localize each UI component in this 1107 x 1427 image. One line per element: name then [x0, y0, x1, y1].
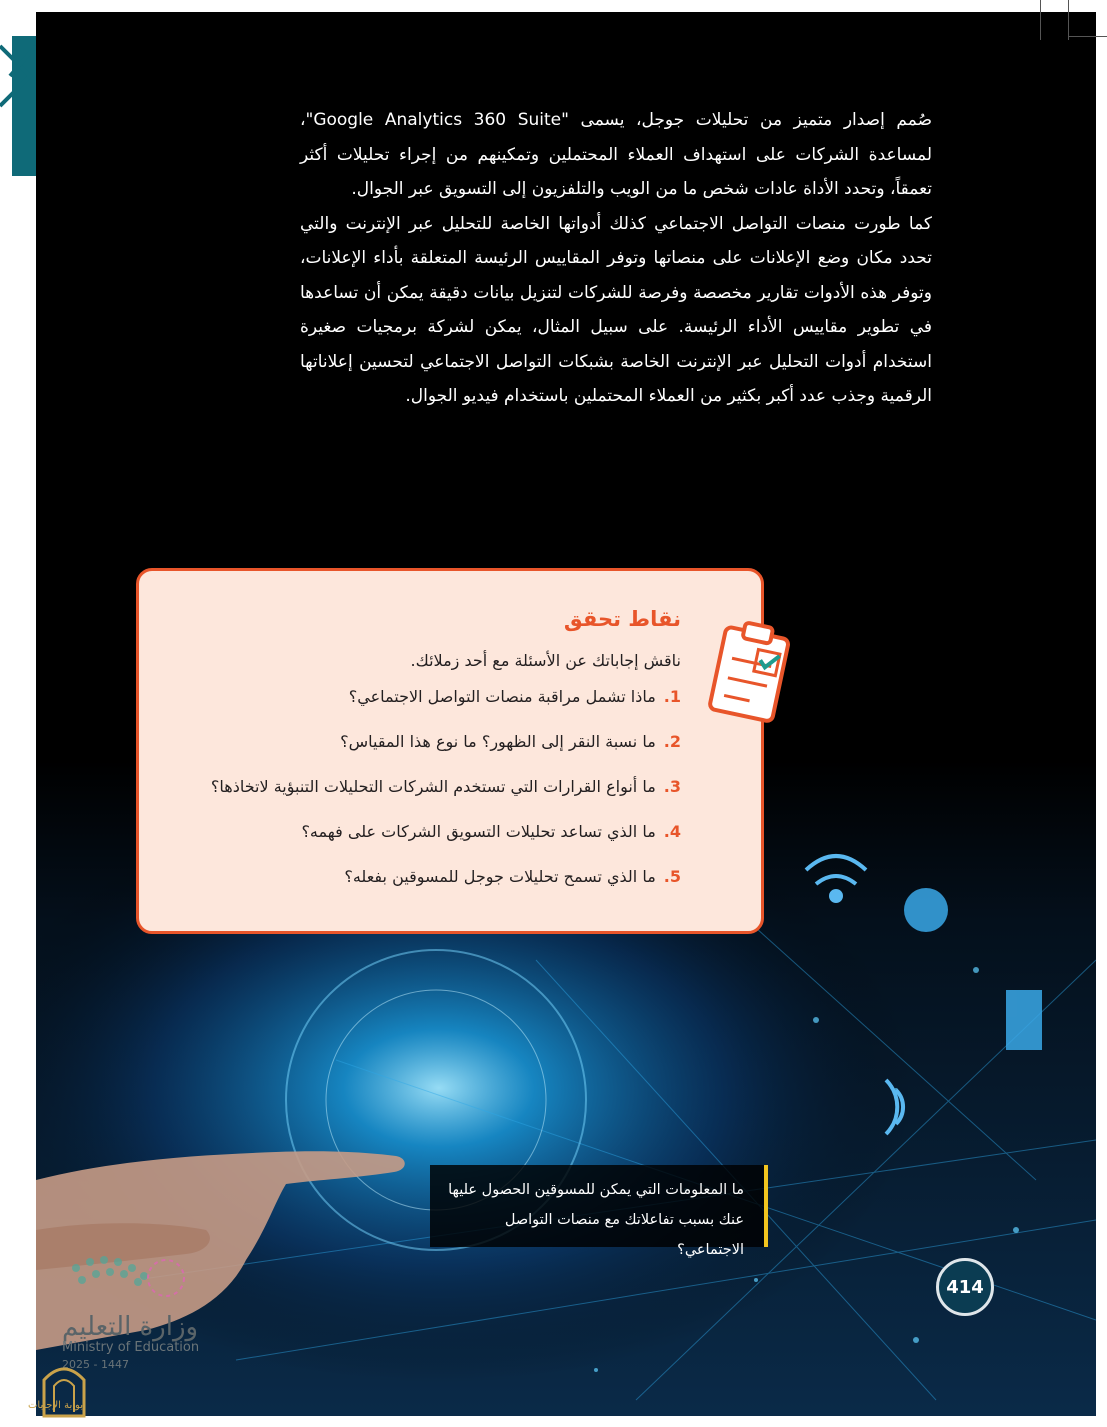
crop-mark [1068, 0, 1069, 40]
question-number: 1. [663, 687, 681, 706]
crop-mark [1068, 36, 1107, 37]
list-item [211, 863, 681, 891]
question-number: 5. [663, 867, 681, 886]
ministry-name-arabic: وزارة التعليم [62, 1312, 199, 1342]
crop-mark [1040, 0, 1041, 40]
question-number: 2. [663, 732, 681, 751]
question-number: 3. [663, 777, 681, 796]
stamp-text: بوابة الإجابات [28, 1400, 84, 1411]
list-item [211, 818, 681, 846]
question-number: 4. [663, 822, 681, 841]
checkpoints-box [136, 568, 764, 934]
think-question-text: ما المعلومات التي يمكن للمسوقين الحصول عليها عنك بسبب تفاعلاتك مع منصات التواصل الاجتماعي؟ [448, 1182, 744, 1258]
checkpoints-intro: ناقش إجاباتك عن الأسئلة مع أحد زملائك. [410, 651, 681, 670]
clipboard-check-icon [699, 619, 807, 731]
paragraph: صُمم إصدار متميز من تحليلات جوجل، يسمى "Google Analytics 360 Suite"، لمساعدة الشركات على استهداف العملاء المحتملين وتمكينهم من إجراء تحليلات أكثر تعمقاً، وتحدد الأداة عادات شخص ما من الويب والتلفزيون إلى التسويق عبر الجوال. [300, 110, 933, 199]
main-body-text [300, 103, 932, 414]
think-question-box [430, 1165, 768, 1258]
question-text: ماذا تشمل مراقبة منصات التواصل الاجتماعي؟ [348, 687, 656, 706]
corner-pattern-icon [0, 36, 36, 176]
list-item [211, 728, 681, 756]
paragraph: كما طورت منصات التواصل الاجتماعي كذلك أدواتها الخاصة للتحليل عبر الإنترنت والتي تحدد مكان وضع الإعلانات على منصاتها وتوفر المقاييس الرئيسة المتعلقة بأداء الإعلانات، وتوفر هذه الأدوات تقارير مخصصة وفرصة للشركات لتنزيل بيانات دقيقة يمكن أن تساعدها في تطوير مقاييس الأداء الرئيسة. على سبيل المثال، يمكن لشركة برمجيات صغيرة استخدام أدوات التحليل عبر الإنترنت الخاصة بشبكات التواصل الاجتماعي لتحسين إعلاناتها الرقمية وجذب عدد أكبر بكثير من العملاء المحتملين باستخدام فيديو الجوال. [300, 213, 932, 406]
question-text: ما الذي تساعد تحليلات التسويق الشركات على فهمه؟ [301, 822, 656, 841]
page-number-badge [936, 1258, 994, 1316]
list-item [77, 773, 681, 801]
page-number: 414 [946, 1276, 984, 1298]
ministry-name-english: Ministry of Education [62, 1340, 200, 1355]
stamp-logo-icon [34, 1356, 94, 1422]
question-text: ما نسبة النقر إلى الظهور؟ ما نوع هذا المقياس؟ [340, 732, 656, 751]
list-item [211, 683, 681, 711]
ministry-year: 2025 - 1447 [62, 1358, 129, 1371]
question-text: ما أنواع القرارات التي تستخدم الشركات التحليلات التنبؤية لاتخاذها؟ [210, 777, 656, 796]
questions-list [211, 683, 681, 908]
checkpoints-title: نقاط تحقق [563, 607, 681, 631]
question-text: ما الذي تسمح تحليلات جوجل للمسوقين بفعله؟ [344, 867, 656, 886]
